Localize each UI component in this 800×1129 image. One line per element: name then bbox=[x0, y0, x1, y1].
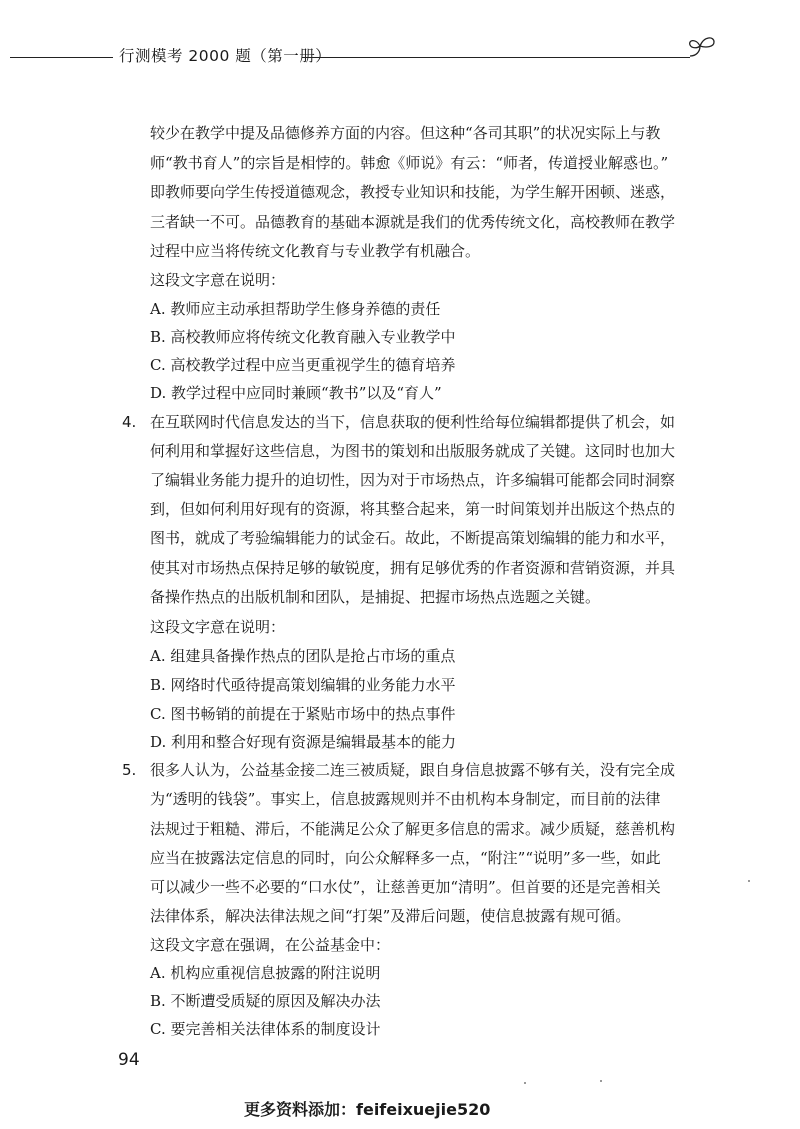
passage-line: 即教师要向学生传授道德观念，教授专业知识和技能，为学生解开困顿、迷惑， bbox=[150, 183, 676, 201]
question-prompt: 这段文字意在强调，在公益基金中： bbox=[150, 936, 391, 954]
page-number: 94 bbox=[118, 1050, 140, 1070]
scan-speck bbox=[600, 1080, 602, 1082]
option-c: C. 高校教学过程中应当更重视学生的德育培养 bbox=[150, 356, 456, 374]
header-rule-right bbox=[302, 57, 690, 58]
running-header bbox=[0, 38, 800, 68]
header-rule-left bbox=[10, 57, 113, 58]
option-c: C. 要完善相关法律体系的制度设计 bbox=[150, 1020, 381, 1038]
passage-line: 了编辑业务能力提升的迫切性，因为对于市场热点，许多编辑可能都会同时洞察 bbox=[150, 471, 676, 489]
option-c: C. 图书畅销的前提在于紧贴市场中的热点事件 bbox=[150, 705, 456, 723]
option-b: B. 高校教师应将传统文化教育融入专业教学中 bbox=[150, 328, 456, 346]
option-d: D. 教学过程中应同时兼顾“教书”以及“育人” bbox=[150, 384, 442, 402]
passage-line: 使其对市场热点保持足够的敏锐度，拥有足够优秀的作者资源和营销资源，并具 bbox=[150, 559, 676, 577]
scan-speck bbox=[524, 1082, 526, 1084]
question-prompt: 这段文字意在说明： bbox=[150, 271, 286, 289]
passage-line: 较少在教学中提及品德修养方面的内容。但这种“各司其职”的状况实际上与教 bbox=[150, 124, 661, 142]
footer-note: 更多资料添加：feifeixuejie520 bbox=[244, 1100, 491, 1119]
passage-line: 到，但如何利用好现有的资源，将其整合起来，第一时间策划并出版这个热点的 bbox=[150, 500, 676, 518]
passage-line: 备操作热点的出版机制和团队，是捕捉、把握市场热点选题之关键。 bbox=[150, 588, 601, 606]
option-a: A. 机构应重视信息披露的附注说明 bbox=[150, 964, 381, 982]
passage-line: 可以减少一些不必要的“口水仗”，让慈善更加“清明”。但首要的还是完善相关 bbox=[150, 878, 661, 896]
option-a: A. 组建具备操作热点的团队是抢占市场的重点 bbox=[150, 647, 456, 665]
passage-line: 在互联网时代信息发达的当下，信息获取的便利性给每位编辑都提供了机会，如 bbox=[150, 413, 676, 431]
passage-line: 法规过于粗糙、滞后，不能满足公众了解更多信息的需求。减少质疑，慈善机构 bbox=[150, 820, 676, 838]
option-b: B. 网络时代亟待提高策划编辑的业务能力水平 bbox=[150, 676, 456, 694]
passage-line: 法律体系，解决法律法规之间“打架”及滞后问题，使信息披露有规可循。 bbox=[150, 907, 631, 925]
scan-speck bbox=[748, 880, 750, 882]
question-number: 5. bbox=[122, 761, 137, 779]
option-a: A. 教师应主动承担帮助学生修身养德的责任 bbox=[150, 300, 441, 318]
passage-line: 很多人认为，公益基金接二连三被质疑，跟自身信息披露不够有关，没有完全成 bbox=[150, 761, 676, 779]
passage-line: 三者缺一不可。品德教育的基础本源就是我们的优秀传统文化，高校教师在教学 bbox=[150, 213, 676, 231]
passage-line: 过程中应当将传统文化教育与专业教学有机融合。 bbox=[150, 242, 481, 260]
passage-line: 为“透明的钱袋”。事实上，信息披露规则并不由机构本身制定，而目前的法律 bbox=[150, 790, 661, 808]
option-d: D. 利用和整合好现有资源是编辑最基本的能力 bbox=[150, 733, 457, 751]
question-prompt: 这段文字意在说明： bbox=[150, 618, 286, 636]
passage-line: 应当在披露法定信息的同时，向公众解释多一点，“附注”“说明”多一些，如此 bbox=[150, 849, 661, 867]
passage-line: 何利用和掌握好这些信息，为图书的策划和出版服务就成了关键。这同时也加大 bbox=[150, 442, 676, 460]
passage-line: 图书，就成了考验编辑能力的试金石。故此，不断提高策划编辑的能力和水平， bbox=[150, 529, 676, 547]
question-number: 4. bbox=[122, 413, 137, 431]
book-title: 行测模考 2000 题（第一册） bbox=[119, 47, 332, 65]
sprout-icon bbox=[686, 32, 720, 62]
option-b: B. 不断遭受质疑的原因及解决办法 bbox=[150, 992, 381, 1010]
passage-line: 师“教书育人”的宗旨是相悖的。韩愈《师说》有云：“师者，传道授业解惑也。” bbox=[150, 154, 669, 172]
